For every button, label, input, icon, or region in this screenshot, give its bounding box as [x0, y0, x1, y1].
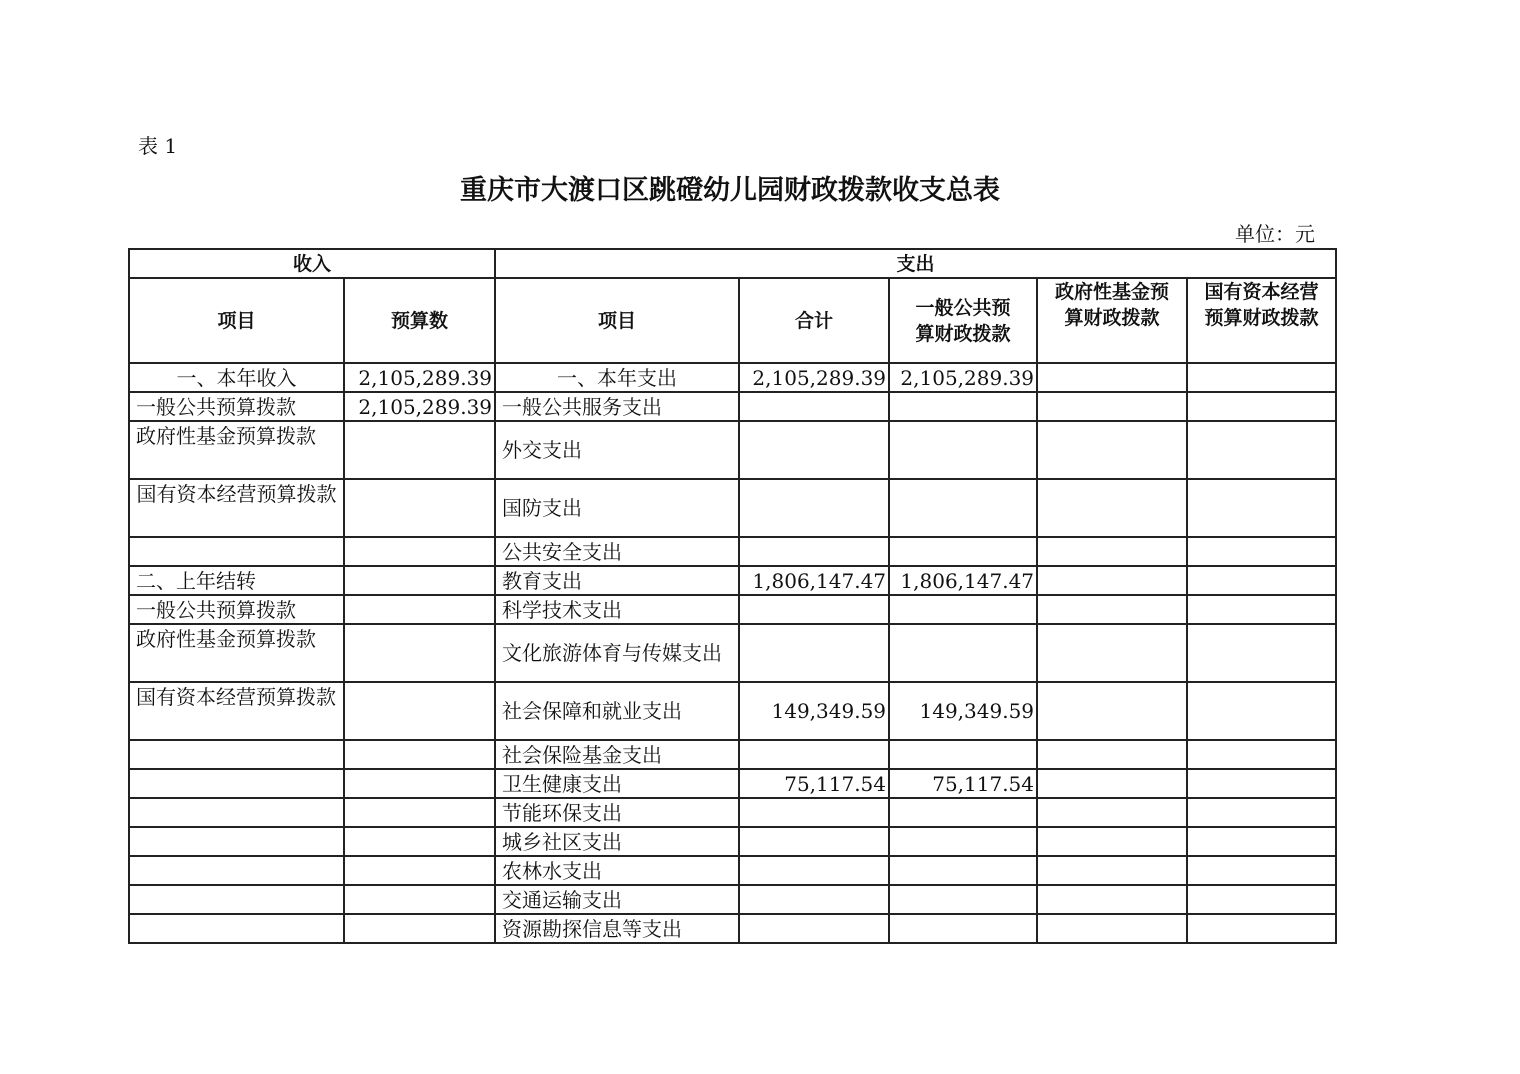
general-budget-cell	[889, 740, 1037, 769]
unit-label: 单位：元	[1235, 222, 1315, 246]
table-row	[129, 740, 1336, 769]
general-budget-cell	[889, 479, 1037, 537]
general-budget-header: 一般公共预算财政拨款	[889, 278, 1037, 363]
income-amount-cell	[344, 769, 495, 798]
income-item-cell: 国有资本经营预算拨款	[129, 682, 344, 740]
table-row	[129, 537, 1336, 566]
income-budget-header: 预算数	[344, 278, 495, 363]
total-cell: 2,105,289.39	[739, 363, 889, 392]
total-cell	[739, 885, 889, 914]
expense-item-cell: 科学技术支出	[495, 595, 739, 624]
gov-fund-cell	[1037, 740, 1187, 769]
expense-item-cell: 文化旅游体育与传媒支出	[495, 624, 739, 682]
table-row	[129, 682, 1336, 740]
general-budget-cell	[889, 798, 1037, 827]
general-budget-cell	[889, 595, 1037, 624]
income-item-cell	[129, 740, 344, 769]
expense-item-cell: 国防支出	[495, 479, 739, 537]
income-item-cell	[129, 537, 344, 566]
state-capital-cell	[1187, 769, 1336, 798]
table-row	[129, 885, 1336, 914]
income-item-cell	[129, 827, 344, 856]
expense-item-cell: 交通运输支出	[495, 885, 739, 914]
income-item-cell: 二、上年结转	[129, 566, 344, 595]
general-budget-cell	[889, 827, 1037, 856]
total-cell: 149,349.59	[739, 682, 889, 740]
total-cell	[739, 537, 889, 566]
general-budget-cell: 1,806,147.47	[889, 566, 1037, 595]
general-budget-cell: 2,105,289.39	[889, 363, 1037, 392]
total-header: 合计	[739, 278, 889, 363]
general-budget-cell	[889, 624, 1037, 682]
gov-fund-header: 政府性基金预算财政拨款	[1037, 278, 1187, 363]
general-budget-cell	[889, 537, 1037, 566]
table-row	[129, 856, 1336, 885]
expense-item-cell: 农林水支出	[495, 856, 739, 885]
income-item-cell	[129, 856, 344, 885]
table-row	[129, 914, 1336, 943]
expense-header: 支出	[495, 249, 1336, 278]
table-body	[129, 363, 1336, 943]
expense-item-cell: 一般公共服务支出	[495, 392, 739, 421]
state-capital-cell	[1187, 624, 1336, 682]
state-capital-cell	[1187, 740, 1336, 769]
table-row	[129, 421, 1336, 479]
gov-fund-cell	[1037, 421, 1187, 479]
expense-item-cell: 公共安全支出	[495, 537, 739, 566]
income-item-cell	[129, 885, 344, 914]
gov-fund-cell	[1037, 856, 1187, 885]
total-cell	[739, 798, 889, 827]
page-title: 重庆市大渡口区跳磴幼儿园财政拨款收支总表	[460, 175, 1000, 206]
total-cell	[739, 914, 889, 943]
income-item-header: 项目	[129, 278, 344, 363]
income-item-cell: 政府性基金预算拨款	[129, 624, 344, 682]
gov-fund-cell	[1037, 827, 1187, 856]
total-cell	[739, 421, 889, 479]
expense-item-cell: 社会保障和就业支出	[495, 682, 739, 740]
total-cell	[739, 479, 889, 537]
table-row	[129, 827, 1336, 856]
header-row-columns	[129, 278, 1336, 363]
gov-fund-cell	[1037, 885, 1187, 914]
state-capital-cell	[1187, 421, 1336, 479]
expense-item-cell: 城乡社区支出	[495, 827, 739, 856]
income-item-cell: 一般公共预算拨款	[129, 392, 344, 421]
table-row	[129, 363, 1336, 392]
general-budget-cell	[889, 885, 1037, 914]
income-amount-cell	[344, 624, 495, 682]
expense-item-cell: 卫生健康支出	[495, 769, 739, 798]
general-budget-cell	[889, 421, 1037, 479]
income-amount-cell	[344, 595, 495, 624]
income-item-cell	[129, 914, 344, 943]
total-cell	[739, 856, 889, 885]
income-item-cell: 政府性基金预算拨款	[129, 421, 344, 479]
total-cell: 75,117.54	[739, 769, 889, 798]
table-row	[129, 595, 1336, 624]
expense-item-header: 项目	[495, 278, 739, 363]
expense-item-cell: 外交支出	[495, 421, 739, 479]
income-item-cell: 一、本年收入	[129, 363, 344, 392]
income-amount-cell	[344, 827, 495, 856]
income-item-cell: 国有资本经营预算拨款	[129, 479, 344, 537]
income-amount-cell	[344, 479, 495, 537]
income-amount-cell	[344, 682, 495, 740]
state-capital-cell	[1187, 885, 1336, 914]
gov-fund-cell	[1037, 363, 1187, 392]
table-row	[129, 566, 1336, 595]
general-budget-cell	[889, 914, 1037, 943]
gov-fund-cell	[1037, 595, 1187, 624]
gov-fund-cell	[1037, 914, 1187, 943]
gov-fund-cell	[1037, 392, 1187, 421]
income-header: 收入	[129, 249, 495, 278]
expense-item-cell: 教育支出	[495, 566, 739, 595]
state-capital-cell	[1187, 914, 1336, 943]
total-cell	[739, 595, 889, 624]
gov-fund-cell	[1037, 566, 1187, 595]
income-amount-cell	[344, 421, 495, 479]
table-row	[129, 769, 1336, 798]
income-item-cell: 一般公共预算拨款	[129, 595, 344, 624]
state-capital-cell	[1187, 392, 1336, 421]
income-amount-cell: 2,105,289.39	[344, 363, 495, 392]
table-row	[129, 798, 1336, 827]
income-amount-cell	[344, 566, 495, 595]
gov-fund-cell	[1037, 769, 1187, 798]
gov-fund-cell	[1037, 798, 1187, 827]
state-capital-header: 国有资本经营预算财政拨款	[1187, 278, 1336, 363]
income-item-cell	[129, 798, 344, 827]
table-row	[129, 624, 1336, 682]
general-budget-cell: 149,349.59	[889, 682, 1037, 740]
general-budget-cell	[889, 392, 1037, 421]
state-capital-cell	[1187, 479, 1336, 537]
total-cell	[739, 392, 889, 421]
total-cell: 1,806,147.47	[739, 566, 889, 595]
income-amount-cell	[344, 537, 495, 566]
expense-item-cell: 社会保险基金支出	[495, 740, 739, 769]
table-row	[129, 479, 1336, 537]
income-amount-cell	[344, 798, 495, 827]
income-amount-cell	[344, 914, 495, 943]
state-capital-cell	[1187, 682, 1336, 740]
total-cell	[739, 827, 889, 856]
header-row-groups	[129, 249, 1336, 278]
expense-item-cell: 一、本年支出	[495, 363, 739, 392]
expense-item-cell: 节能环保支出	[495, 798, 739, 827]
income-amount-cell	[344, 856, 495, 885]
income-amount-cell: 2,105,289.39	[344, 392, 495, 421]
budget-table	[128, 248, 1337, 944]
state-capital-cell	[1187, 363, 1336, 392]
gov-fund-cell	[1037, 537, 1187, 566]
general-budget-cell	[889, 856, 1037, 885]
state-capital-cell	[1187, 856, 1336, 885]
table-number: 表 1	[138, 134, 178, 158]
income-amount-cell	[344, 885, 495, 914]
total-cell	[739, 740, 889, 769]
state-capital-cell	[1187, 595, 1336, 624]
income-item-cell	[129, 769, 344, 798]
income-amount-cell	[344, 740, 495, 769]
state-capital-cell	[1187, 827, 1336, 856]
state-capital-cell	[1187, 798, 1336, 827]
expense-item-cell: 资源勘探信息等支出	[495, 914, 739, 943]
gov-fund-cell	[1037, 479, 1187, 537]
gov-fund-cell	[1037, 682, 1187, 740]
table-row	[129, 392, 1336, 421]
state-capital-cell	[1187, 537, 1336, 566]
total-cell	[739, 624, 889, 682]
gov-fund-cell	[1037, 624, 1187, 682]
state-capital-cell	[1187, 566, 1336, 595]
general-budget-cell: 75,117.54	[889, 769, 1037, 798]
